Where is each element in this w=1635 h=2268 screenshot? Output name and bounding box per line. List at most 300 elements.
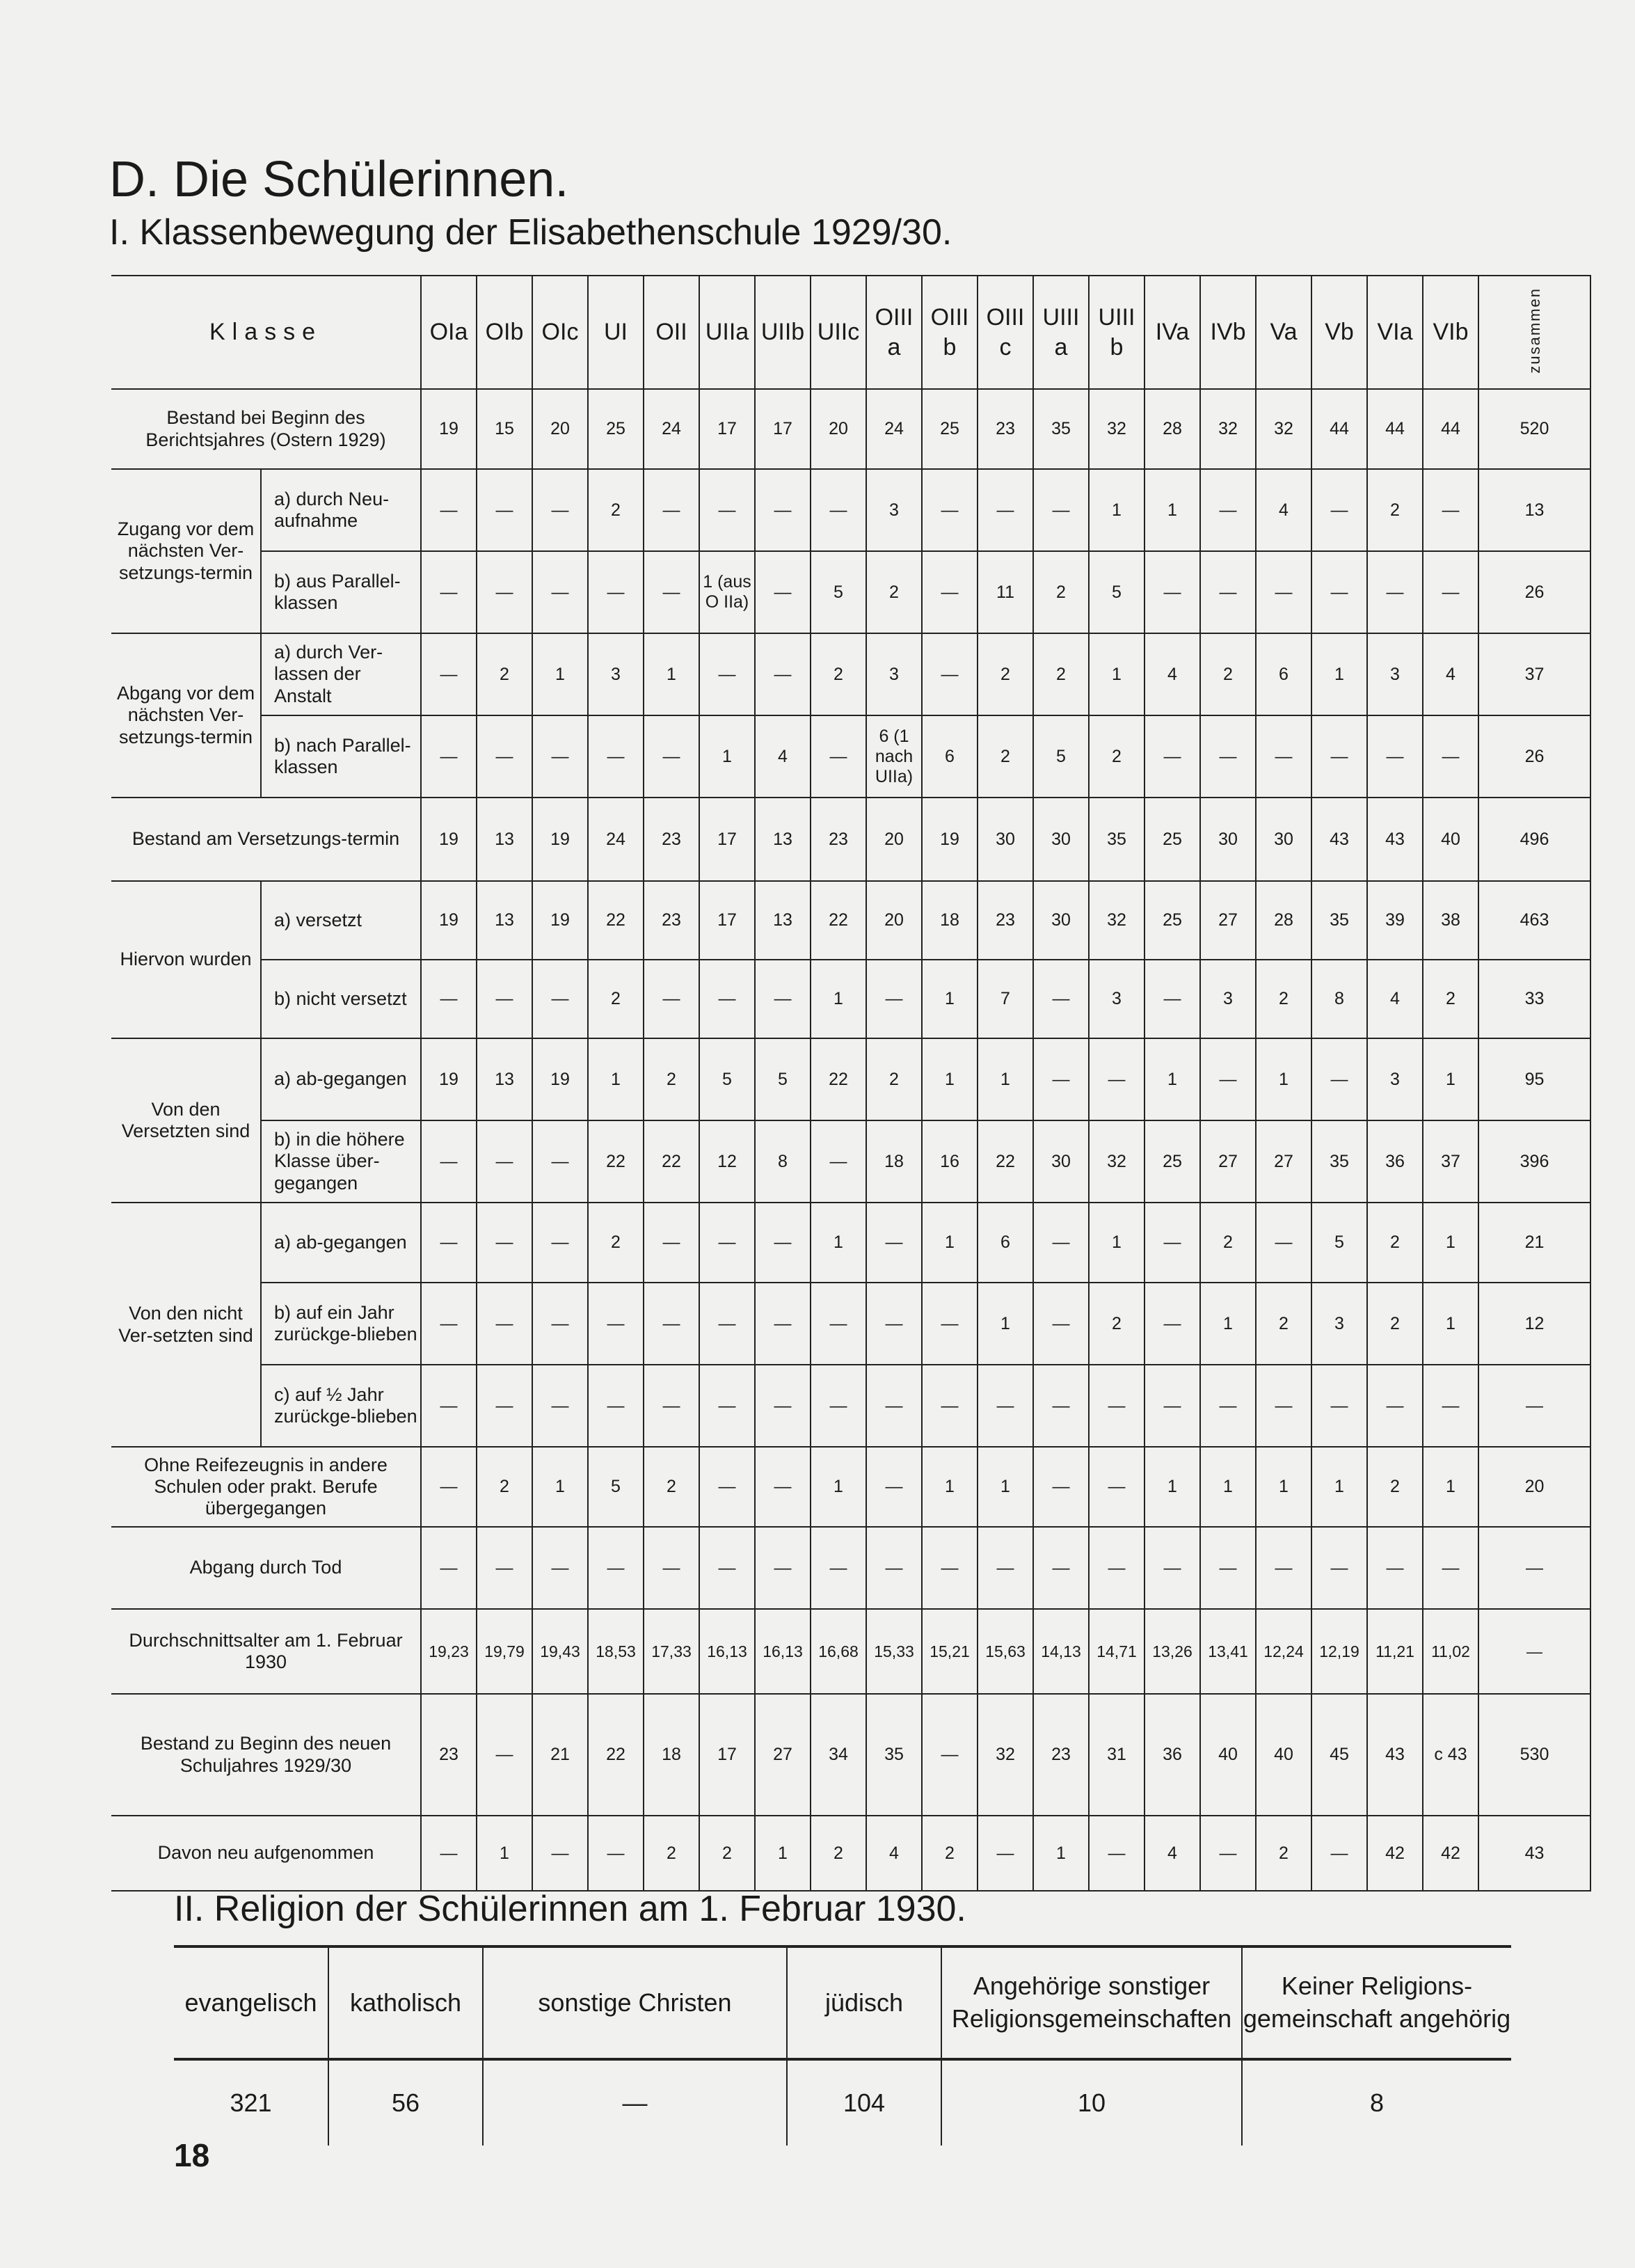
cell-tod-14: — bbox=[1200, 1527, 1256, 1609]
cell-hiervon-b-9: 1 bbox=[922, 960, 978, 1038]
cell-bestand-vers-17: 43 bbox=[1367, 798, 1423, 881]
page-subtitle: I. Klassenbewegung der Elisabethenschule 1929/30. bbox=[109, 212, 952, 253]
cell-nicht-a-4: — bbox=[644, 1203, 699, 1283]
cell-nicht-b-17: 2 bbox=[1367, 1283, 1423, 1365]
religion-header-juedisch: jüdisch bbox=[787, 1946, 941, 2059]
cell-versetzt-b-4: 22 bbox=[644, 1120, 699, 1203]
cell-alter-0: 19,23 bbox=[421, 1609, 477, 1694]
cell-zugang-a-2: — bbox=[532, 469, 588, 551]
cell-versetzt-a-3: 1 bbox=[588, 1038, 644, 1120]
class-header-oii: OII bbox=[644, 276, 699, 389]
cell-hiervon-a-14: 27 bbox=[1200, 881, 1256, 960]
cell-bestand-neu-0: 23 bbox=[421, 1694, 477, 1816]
cell-abgang-a-3: 3 bbox=[588, 633, 644, 715]
cell-bestand-vers-9: 19 bbox=[922, 798, 978, 881]
cell-nicht-a-12: 1 bbox=[1089, 1203, 1144, 1283]
cell-zugang-b-1: — bbox=[477, 551, 532, 633]
cell-bestand-vers-2: 19 bbox=[532, 798, 588, 881]
cell-hiervon-a-15: 28 bbox=[1256, 881, 1311, 960]
row-label-hiervon-b: b) nicht versetzt bbox=[261, 960, 421, 1038]
cell-zugang-b-4: — bbox=[644, 551, 699, 633]
cell-versetzt-b-13: 25 bbox=[1144, 1120, 1200, 1203]
cell-versetzt-b-8: 18 bbox=[866, 1120, 922, 1203]
cell-nicht-c-4: — bbox=[644, 1365, 699, 1447]
cell-nicht-c-8: — bbox=[866, 1365, 922, 1447]
cell-alter-4: 17,33 bbox=[644, 1609, 699, 1694]
cell-bestand-vers-4: 23 bbox=[644, 798, 699, 881]
cell-bestand-beginn-1: 15 bbox=[477, 389, 532, 469]
cell-zugang-b-13: — bbox=[1144, 551, 1200, 633]
cell-versetzt-a-16: — bbox=[1311, 1038, 1367, 1120]
cell-nicht-a-0: — bbox=[421, 1203, 477, 1283]
cell-ohne-reife-4: 2 bbox=[644, 1447, 699, 1527]
cell-nicht-a-11: — bbox=[1033, 1203, 1089, 1283]
cell-hiervon-a-19: 463 bbox=[1478, 881, 1590, 960]
cell-hiervon-a-9: 18 bbox=[922, 881, 978, 960]
cell-ohne-reife-1: 2 bbox=[477, 1447, 532, 1527]
cell-tod-1: — bbox=[477, 1527, 532, 1609]
row-group-hiervon: Hiervon wurden bbox=[111, 881, 261, 1038]
cell-hiervon-b-6: — bbox=[755, 960, 811, 1038]
row-label-nicht-a: a) ab-gegangen bbox=[261, 1203, 421, 1283]
cell-zugang-a-18: — bbox=[1423, 469, 1478, 551]
cell-alter-14: 13,41 bbox=[1200, 1609, 1256, 1694]
class-header-va: Va bbox=[1256, 276, 1311, 389]
cell-zugang-b-5: 1 (aus O IIa) bbox=[699, 551, 755, 633]
cell-nicht-a-14: 2 bbox=[1200, 1203, 1256, 1283]
cell-versetzt-b-10: 22 bbox=[978, 1120, 1033, 1203]
cell-bestand-neu-16: 45 bbox=[1311, 1694, 1367, 1816]
cell-nicht-b-13: — bbox=[1144, 1283, 1200, 1365]
cell-bestand-vers-15: 30 bbox=[1256, 798, 1311, 881]
cell-abgang-a-18: 4 bbox=[1423, 633, 1478, 715]
cell-bestand-vers-3: 24 bbox=[588, 798, 644, 881]
row-label-versetzt-b: b) in die höhere Klasse über-gegangen bbox=[261, 1120, 421, 1203]
cell-hiervon-a-12: 32 bbox=[1089, 881, 1144, 960]
cell-nicht-a-7: 1 bbox=[811, 1203, 866, 1283]
cell-versetzt-a-19: 95 bbox=[1478, 1038, 1590, 1120]
cell-abgang-a-13: 4 bbox=[1144, 633, 1200, 715]
cell-zugang-a-4: — bbox=[644, 469, 699, 551]
cell-tod-3: — bbox=[588, 1527, 644, 1609]
cell-hiervon-b-12: 3 bbox=[1089, 960, 1144, 1038]
cell-nicht-c-17: — bbox=[1367, 1365, 1423, 1447]
cell-versetzt-b-9: 16 bbox=[922, 1120, 978, 1203]
cell-zugang-b-7: 5 bbox=[811, 551, 866, 633]
cell-nicht-a-13: — bbox=[1144, 1203, 1200, 1283]
cell-bestand-vers-7: 23 bbox=[811, 798, 866, 881]
cell-bestand-vers-16: 43 bbox=[1311, 798, 1367, 881]
cell-abgang-b-19: 26 bbox=[1478, 715, 1590, 798]
cell-bestand-vers-12: 35 bbox=[1089, 798, 1144, 881]
cell-ohne-reife-5: — bbox=[699, 1447, 755, 1527]
cell-nicht-c-10: — bbox=[978, 1365, 1033, 1447]
cell-nicht-c-5: — bbox=[699, 1365, 755, 1447]
cell-nicht-c-19: — bbox=[1478, 1365, 1590, 1447]
cell-neu-aufg-5: 2 bbox=[699, 1816, 755, 1891]
cell-hiervon-b-1: — bbox=[477, 960, 532, 1038]
cell-hiervon-b-15: 2 bbox=[1256, 960, 1311, 1038]
cell-nicht-c-3: — bbox=[588, 1365, 644, 1447]
cell-neu-aufg-6: 1 bbox=[755, 1816, 811, 1891]
cell-nicht-c-15: — bbox=[1256, 1365, 1311, 1447]
cell-tod-4: — bbox=[644, 1527, 699, 1609]
cell-bestand-vers-1: 13 bbox=[477, 798, 532, 881]
cell-ohne-reife-11: — bbox=[1033, 1447, 1089, 1527]
cell-hiervon-b-14: 3 bbox=[1200, 960, 1256, 1038]
cell-neu-aufg-11: 1 bbox=[1033, 1816, 1089, 1891]
cell-hiervon-a-6: 13 bbox=[755, 881, 811, 960]
cell-tod-11: — bbox=[1033, 1527, 1089, 1609]
cell-tod-17: — bbox=[1367, 1527, 1423, 1609]
cell-zugang-b-17: — bbox=[1367, 551, 1423, 633]
cell-versetzt-a-7: 22 bbox=[811, 1038, 866, 1120]
cell-nicht-a-3: 2 bbox=[588, 1203, 644, 1283]
cell-nicht-b-8: — bbox=[866, 1283, 922, 1365]
cell-hiervon-a-11: 30 bbox=[1033, 881, 1089, 960]
cell-bestand-vers-10: 30 bbox=[978, 798, 1033, 881]
cell-abgang-b-18: — bbox=[1423, 715, 1478, 798]
cell-ohne-reife-8: — bbox=[866, 1447, 922, 1527]
cell-nicht-c-0: — bbox=[421, 1365, 477, 1447]
cell-bestand-neu-18: c 43 bbox=[1423, 1694, 1478, 1816]
cell-abgang-b-8: 6 (1 nach UIIa) bbox=[866, 715, 922, 798]
cell-versetzt-b-6: 8 bbox=[755, 1120, 811, 1203]
cell-nicht-c-2: — bbox=[532, 1365, 588, 1447]
cell-nicht-b-3: — bbox=[588, 1283, 644, 1365]
cell-zugang-a-9: — bbox=[922, 469, 978, 551]
cell-abgang-a-6: — bbox=[755, 633, 811, 715]
cell-ohne-reife-19: 20 bbox=[1478, 1447, 1590, 1527]
cell-nicht-a-19: 21 bbox=[1478, 1203, 1590, 1283]
cell-abgang-b-5: 1 bbox=[699, 715, 755, 798]
cell-bestand-beginn-3: 25 bbox=[588, 389, 644, 469]
cell-abgang-a-2: 1 bbox=[532, 633, 588, 715]
cell-alter-16: 12,19 bbox=[1311, 1609, 1367, 1694]
cell-zugang-a-16: — bbox=[1311, 469, 1367, 551]
cell-nicht-a-9: 1 bbox=[922, 1203, 978, 1283]
cell-tod-19: — bbox=[1478, 1527, 1590, 1609]
cell-alter-1: 19,79 bbox=[477, 1609, 532, 1694]
cell-nicht-a-1: — bbox=[477, 1203, 532, 1283]
religion-header-keine: Keiner Religions-gemeinschaft angehörig bbox=[1242, 1946, 1511, 2059]
row-label-hiervon-a: a) versetzt bbox=[261, 881, 421, 960]
cell-nicht-a-18: 1 bbox=[1423, 1203, 1478, 1283]
row-label-neu-aufg: Davon neu aufgenommen bbox=[111, 1816, 421, 1891]
class-header-uiib: UIIb bbox=[755, 276, 811, 389]
religion-header-sonstige-gemeinschaften: Angehörige sonstiger Religionsgemeinschaften bbox=[941, 1946, 1242, 2059]
cell-abgang-b-10: 2 bbox=[978, 715, 1033, 798]
cell-zugang-a-12: 1 bbox=[1089, 469, 1144, 551]
cell-abgang-b-17: — bbox=[1367, 715, 1423, 798]
cell-alter-11: 14,13 bbox=[1033, 1609, 1089, 1694]
cell-bestand-neu-11: 23 bbox=[1033, 1694, 1089, 1816]
cell-zugang-b-0: — bbox=[421, 551, 477, 633]
cell-versetzt-b-5: 12 bbox=[699, 1120, 755, 1203]
cell-zugang-a-6: — bbox=[755, 469, 811, 551]
cell-alter-19: — bbox=[1478, 1609, 1590, 1694]
cell-neu-aufg-16: — bbox=[1311, 1816, 1367, 1891]
cell-hiervon-b-17: 4 bbox=[1367, 960, 1423, 1038]
religion-header-sonstige-christen: sonstige Christen bbox=[483, 1946, 787, 2059]
cell-bestand-vers-5: 17 bbox=[699, 798, 755, 881]
cell-neu-aufg-1: 1 bbox=[477, 1816, 532, 1891]
cell-hiervon-a-2: 19 bbox=[532, 881, 588, 960]
cell-zugang-a-8: 3 bbox=[866, 469, 922, 551]
cell-bestand-neu-7: 34 bbox=[811, 1694, 866, 1816]
cell-nicht-b-9: — bbox=[922, 1283, 978, 1365]
cell-bestand-beginn-4: 24 bbox=[644, 389, 699, 469]
cell-alter-8: 15,33 bbox=[866, 1609, 922, 1694]
class-header-oia: OIa bbox=[421, 276, 477, 389]
cell-hiervon-b-4: — bbox=[644, 960, 699, 1038]
cell-neu-aufg-8: 4 bbox=[866, 1816, 922, 1891]
cell-abgang-b-14: — bbox=[1200, 715, 1256, 798]
cell-hiervon-a-16: 35 bbox=[1311, 881, 1367, 960]
class-header-uiii-a: UIII a bbox=[1033, 276, 1089, 389]
cell-ohne-reife-2: 1 bbox=[532, 1447, 588, 1527]
class-header-oiii-c: OIII c bbox=[978, 276, 1033, 389]
cell-nicht-b-11: — bbox=[1033, 1283, 1089, 1365]
row-label-nicht-c: c) auf ½ Jahr zurückge-blieben bbox=[261, 1365, 421, 1447]
cell-nicht-b-6: — bbox=[755, 1283, 811, 1365]
row-label-tod: Abgang durch Tod bbox=[111, 1527, 421, 1609]
cell-ohne-reife-12: — bbox=[1089, 1447, 1144, 1527]
cell-tod-8: — bbox=[866, 1527, 922, 1609]
cell-versetzt-b-18: 37 bbox=[1423, 1120, 1478, 1203]
cell-alter-5: 16,13 bbox=[699, 1609, 755, 1694]
cell-abgang-a-19: 37 bbox=[1478, 633, 1590, 715]
religion-value-evangelisch: 321 bbox=[230, 2088, 272, 2117]
row-group-nicht-versetzt: Von den nicht Ver-setzten sind bbox=[111, 1203, 261, 1447]
cell-tod-16: — bbox=[1311, 1527, 1367, 1609]
cell-nicht-b-4: — bbox=[644, 1283, 699, 1365]
cell-nicht-b-1: — bbox=[477, 1283, 532, 1365]
cell-bestand-neu-6: 27 bbox=[755, 1694, 811, 1816]
cell-nicht-a-5: — bbox=[699, 1203, 755, 1283]
cell-tod-2: — bbox=[532, 1527, 588, 1609]
cell-versetzt-b-7: — bbox=[811, 1120, 866, 1203]
cell-ohne-reife-15: 1 bbox=[1256, 1447, 1311, 1527]
cell-versetzt-a-17: 3 bbox=[1367, 1038, 1423, 1120]
cell-versetzt-a-8: 2 bbox=[866, 1038, 922, 1120]
cell-zugang-a-0: — bbox=[421, 469, 477, 551]
cell-neu-aufg-18: 42 bbox=[1423, 1816, 1478, 1891]
cell-versetzt-a-18: 1 bbox=[1423, 1038, 1478, 1120]
cell-versetzt-b-16: 35 bbox=[1311, 1120, 1367, 1203]
cell-versetzt-a-0: 19 bbox=[421, 1038, 477, 1120]
cell-nicht-b-0: — bbox=[421, 1283, 477, 1365]
cell-bestand-beginn-9: 25 bbox=[922, 389, 978, 469]
cell-zugang-a-14: — bbox=[1200, 469, 1256, 551]
cell-versetzt-b-15: 27 bbox=[1256, 1120, 1311, 1203]
cell-nicht-c-6: — bbox=[755, 1365, 811, 1447]
cell-zugang-b-18: — bbox=[1423, 551, 1478, 633]
cell-nicht-b-7: — bbox=[811, 1283, 866, 1365]
cell-zugang-b-19: 26 bbox=[1478, 551, 1590, 633]
cell-zugang-b-2: — bbox=[532, 551, 588, 633]
cell-nicht-b-10: 1 bbox=[978, 1283, 1033, 1365]
cell-tod-10: — bbox=[978, 1527, 1033, 1609]
cell-abgang-b-16: — bbox=[1311, 715, 1367, 798]
cell-bestand-beginn-19: 520 bbox=[1478, 389, 1590, 469]
cell-versetzt-a-15: 1 bbox=[1256, 1038, 1311, 1120]
class-header-oic: OIc bbox=[532, 276, 588, 389]
cell-abgang-b-0: — bbox=[421, 715, 477, 798]
cell-nicht-a-10: 6 bbox=[978, 1203, 1033, 1283]
row-group-versetzt: Von den Versetzten sind bbox=[111, 1038, 261, 1203]
cell-versetzt-a-10: 1 bbox=[978, 1038, 1033, 1120]
cell-nicht-b-18: 1 bbox=[1423, 1283, 1478, 1365]
cell-nicht-c-16: — bbox=[1311, 1365, 1367, 1447]
cell-tod-18: — bbox=[1423, 1527, 1478, 1609]
cell-zugang-b-15: — bbox=[1256, 551, 1311, 633]
cell-hiervon-a-13: 25 bbox=[1144, 881, 1200, 960]
class-header-uiia: UIIa bbox=[699, 276, 755, 389]
cell-hiervon-b-5: — bbox=[699, 960, 755, 1038]
cell-versetzt-a-14: — bbox=[1200, 1038, 1256, 1120]
row-label-zugang-a: a) durch Neu-aufnahme bbox=[261, 469, 421, 551]
cell-bestand-vers-11: 30 bbox=[1033, 798, 1089, 881]
cell-abgang-b-6: 4 bbox=[755, 715, 811, 798]
cell-zugang-a-10: — bbox=[978, 469, 1033, 551]
cell-nicht-b-15: 2 bbox=[1256, 1283, 1311, 1365]
cell-abgang-b-9: 6 bbox=[922, 715, 978, 798]
cell-abgang-b-13: — bbox=[1144, 715, 1200, 798]
cell-nicht-c-9: — bbox=[922, 1365, 978, 1447]
cell-zugang-a-11: — bbox=[1033, 469, 1089, 551]
cell-nicht-c-18: — bbox=[1423, 1365, 1478, 1447]
cell-versetzt-a-11: — bbox=[1033, 1038, 1089, 1120]
sum-header-label: zusammen bbox=[1525, 287, 1543, 374]
cell-hiervon-a-0: 19 bbox=[421, 881, 477, 960]
klassenbewegung-table bbox=[111, 275, 1591, 1892]
cell-abgang-b-15: — bbox=[1256, 715, 1311, 798]
cell-versetzt-a-9: 1 bbox=[922, 1038, 978, 1120]
cell-nicht-b-19: 12 bbox=[1478, 1283, 1590, 1365]
cell-zugang-b-8: 2 bbox=[866, 551, 922, 633]
cell-hiervon-b-8: — bbox=[866, 960, 922, 1038]
cell-hiervon-a-5: 17 bbox=[699, 881, 755, 960]
cell-tod-6: — bbox=[755, 1527, 811, 1609]
cell-bestand-neu-3: 22 bbox=[588, 1694, 644, 1816]
cell-alter-18: 11,02 bbox=[1423, 1609, 1478, 1694]
cell-hiervon-a-4: 23 bbox=[644, 881, 699, 960]
cell-nicht-b-2: — bbox=[532, 1283, 588, 1365]
cell-zugang-a-17: 2 bbox=[1367, 469, 1423, 551]
cell-abgang-a-16: 1 bbox=[1311, 633, 1367, 715]
class-header-oiii-a: OIII a bbox=[866, 276, 922, 389]
cell-nicht-c-11: — bbox=[1033, 1365, 1089, 1447]
cell-zugang-a-19: 13 bbox=[1478, 469, 1590, 551]
cell-zugang-b-9: — bbox=[922, 551, 978, 633]
cell-hiervon-b-7: 1 bbox=[811, 960, 866, 1038]
cell-abgang-a-8: 3 bbox=[866, 633, 922, 715]
cell-ohne-reife-17: 2 bbox=[1367, 1447, 1423, 1527]
religion-value-keine: 8 bbox=[1242, 2059, 1511, 2146]
cell-bestand-beginn-6: 17 bbox=[755, 389, 811, 469]
cell-bestand-neu-5: 17 bbox=[699, 1694, 755, 1816]
page-number: 18 bbox=[174, 2137, 210, 2173]
cell-neu-aufg-2: — bbox=[532, 1816, 588, 1891]
cell-nicht-c-7: — bbox=[811, 1365, 866, 1447]
cell-versetzt-b-1: — bbox=[477, 1120, 532, 1203]
cell-alter-9: 15,21 bbox=[922, 1609, 978, 1694]
cell-bestand-neu-10: 32 bbox=[978, 1694, 1033, 1816]
cell-bestand-neu-4: 18 bbox=[644, 1694, 699, 1816]
cell-abgang-b-4: — bbox=[644, 715, 699, 798]
religion-value-katholisch: 56 bbox=[328, 2059, 483, 2146]
cell-ohne-reife-14: 1 bbox=[1200, 1447, 1256, 1527]
cell-abgang-a-4: 1 bbox=[644, 633, 699, 715]
cell-nicht-b-16: 3 bbox=[1311, 1283, 1367, 1365]
row-label-nicht-b: b) auf ein Jahr zurückge-blieben bbox=[261, 1283, 421, 1365]
cell-hiervon-b-11: — bbox=[1033, 960, 1089, 1038]
cell-bestand-beginn-11: 35 bbox=[1033, 389, 1089, 469]
cell-versetzt-b-19: 396 bbox=[1478, 1120, 1590, 1203]
row-label-versetzt-a: a) ab-gegangen bbox=[261, 1038, 421, 1120]
cell-hiervon-b-13: — bbox=[1144, 960, 1200, 1038]
cell-tod-15: — bbox=[1256, 1527, 1311, 1609]
cell-ohne-reife-6: — bbox=[755, 1447, 811, 1527]
cell-versetzt-b-14: 27 bbox=[1200, 1120, 1256, 1203]
cell-neu-aufg-0: — bbox=[421, 1816, 477, 1891]
cell-abgang-b-12: 2 bbox=[1089, 715, 1144, 798]
cell-zugang-b-10: 11 bbox=[978, 551, 1033, 633]
cell-bestand-beginn-10: 23 bbox=[978, 389, 1033, 469]
religion-value-juedisch: 104 bbox=[787, 2059, 941, 2146]
class-header-oiii-b: OIII b bbox=[922, 276, 978, 389]
cell-bestand-neu-19: 530 bbox=[1478, 1694, 1590, 1816]
cell-bestand-neu-12: 31 bbox=[1089, 1694, 1144, 1816]
cell-bestand-neu-13: 36 bbox=[1144, 1694, 1200, 1816]
cell-neu-aufg-7: 2 bbox=[811, 1816, 866, 1891]
cell-tod-0: — bbox=[421, 1527, 477, 1609]
class-header-oib: OIb bbox=[477, 276, 532, 389]
cell-alter-3: 18,53 bbox=[588, 1609, 644, 1694]
cell-zugang-b-16: — bbox=[1311, 551, 1367, 633]
cell-versetzt-a-12: — bbox=[1089, 1038, 1144, 1120]
cell-alter-10: 15,63 bbox=[978, 1609, 1033, 1694]
cell-nicht-c-13: — bbox=[1144, 1365, 1200, 1447]
cell-hiervon-a-7: 22 bbox=[811, 881, 866, 960]
cell-ohne-reife-9: 1 bbox=[922, 1447, 978, 1527]
cell-alter-7: 16,68 bbox=[811, 1609, 866, 1694]
religion-header-evangelisch: evangelisch bbox=[174, 1946, 328, 2059]
cell-nicht-a-15: — bbox=[1256, 1203, 1311, 1283]
class-header-vb: Vb bbox=[1311, 276, 1367, 389]
cell-tod-7: — bbox=[811, 1527, 866, 1609]
row-label-bestand-neu: Bestand zu Beginn des neuen Schuljahres 1929/30 bbox=[111, 1694, 421, 1816]
cell-ohne-reife-18: 1 bbox=[1423, 1447, 1478, 1527]
cell-zugang-a-5: — bbox=[699, 469, 755, 551]
cell-alter-13: 13,26 bbox=[1144, 1609, 1200, 1694]
cell-bestand-beginn-0: 19 bbox=[421, 389, 477, 469]
row-label-abgang-a: a) durch Ver-lassen der Anstalt bbox=[261, 633, 421, 715]
cell-ohne-reife-10: 1 bbox=[978, 1447, 1033, 1527]
class-header-ui: UI bbox=[588, 276, 644, 389]
cell-nicht-a-6: — bbox=[755, 1203, 811, 1283]
cell-hiervon-b-3: 2 bbox=[588, 960, 644, 1038]
religion-title: II. Religion der Schülerinnen am 1. Februar 1930. bbox=[174, 1889, 966, 1929]
cell-nicht-b-12: 2 bbox=[1089, 1283, 1144, 1365]
cell-neu-aufg-17: 42 bbox=[1367, 1816, 1423, 1891]
cell-bestand-neu-8: 35 bbox=[866, 1694, 922, 1816]
cell-tod-9: — bbox=[922, 1527, 978, 1609]
row-label-bestand-beginn: Bestand bei Beginn des Berichtsjahres (Ostern 1929) bbox=[111, 389, 421, 469]
cell-zugang-b-12: 5 bbox=[1089, 551, 1144, 633]
cell-versetzt-a-4: 2 bbox=[644, 1038, 699, 1120]
